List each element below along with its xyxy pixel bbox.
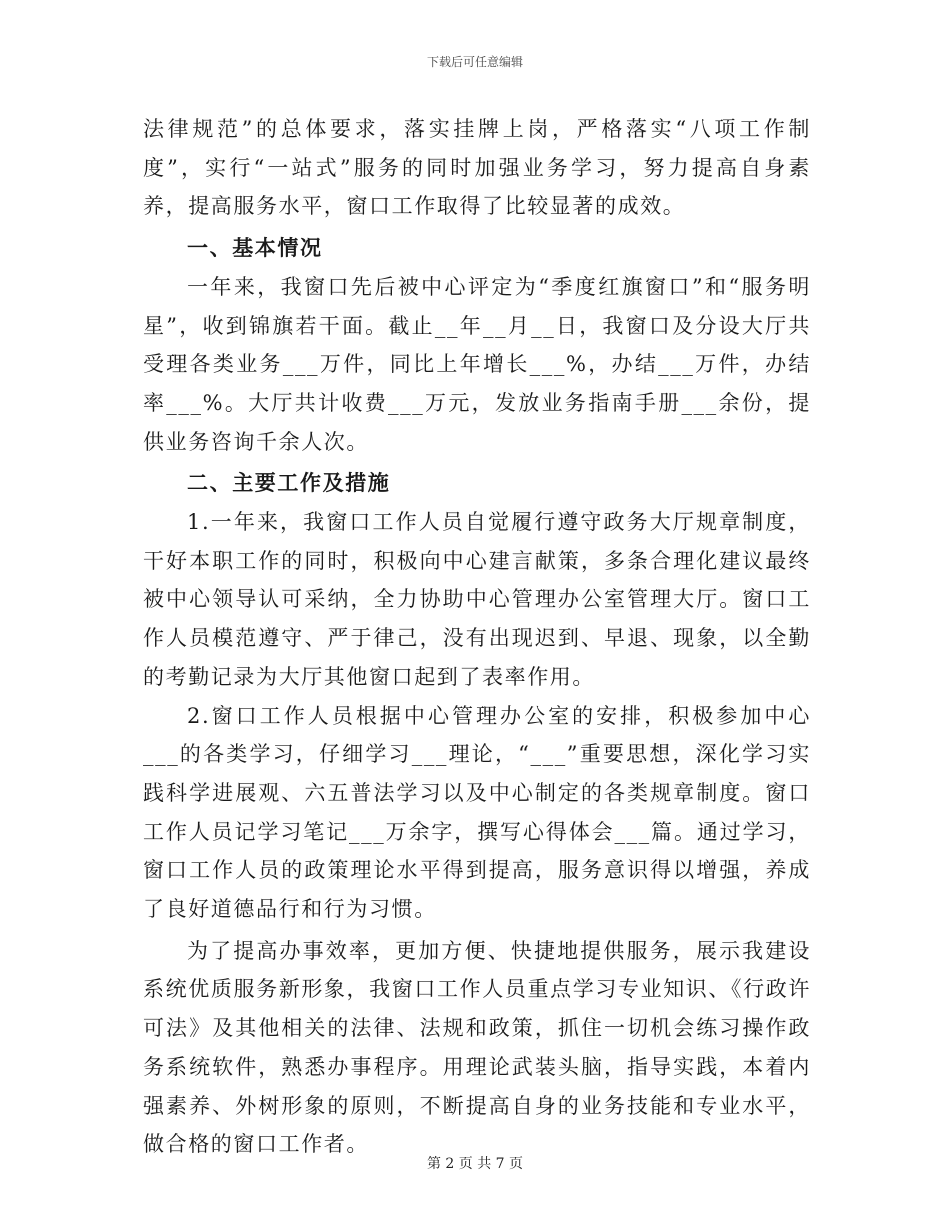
main-work-item-1: 1.一年来，我窗口工作人员自觉履行遵守政务大厅规章制度，干好本职工作的同时，积极向中心建言献策，多条合理化建议最终被中心领导认可采纳，全力协助中心管理办公室管理大厅。窗口工作人员模范遵守、严于律己，没有出现迟到、早退、现象，以全勤的考勤记录为大厅其他窗口起到了表率作用。 [143,510,811,689]
document-body [143,110,811,1164]
main-work-item-2: 2.窗口工作人员根据中心管理办公室的安排，积极参加中心___的各类学习，仔细学习___理论，“___”重要思想，深化学习实践科学进展观、六五普法学习以及中心制定的各类规章制度。窗口工作人员记学习笔记___万余字，撰写心得体会___篇。通过学习，窗口工作人员的政策理论水平得到提高，服务意识得以增强，养成了良好道德品行和行为习惯。 [143,703,811,922]
basic-situation-paragraph: 一年来，我窗口先后被中心评定为“季度红旗窗口”和“服务明星”，收到锦旗若干面。截止__年__月__日，我窗口及分设大厅共受理各类业务___万件，同比上年增长___%，办结___万件，办结率___%。大厅共计收费___万元，发放业务指南手册___余份，提供业务咨询千余人次。 [143,274,811,454]
page-number-footer: 第 2 页 共 7 页 [426,1156,524,1172]
intro-paragraph: 法律规范”的总体要求，落实挂牌上岗，严格落实“八项工作制度”，实行“一站式”服务的同时加强业务学习，努力提高自身素养，提高服务水平，窗口工作取得了比较显著的成效。 [143,117,811,219]
closing-paragraph: 为了提高办事效率，更加方便、快捷地提供服务，展示我建设系统优质服务新形象，我窗口工作人员重点学习专业知识、《行政许可法》及其他相关的法律、法规和政策，抓住一切机会练习操作政务系统软件，熟悉办事程序。用理论武装头脑，指导实践，本着内强素养、外树形象的原则，不断提高自身的业务技能和专业水平，做合格的窗口工作者。 [143,938,811,1157]
section-heading-main-work: 二、主要工作及措施 [187,471,391,496]
section-heading-basic-situation: 一、基本情况 [187,236,323,261]
page-header: 下载后可任意编辑 [426,55,523,69]
